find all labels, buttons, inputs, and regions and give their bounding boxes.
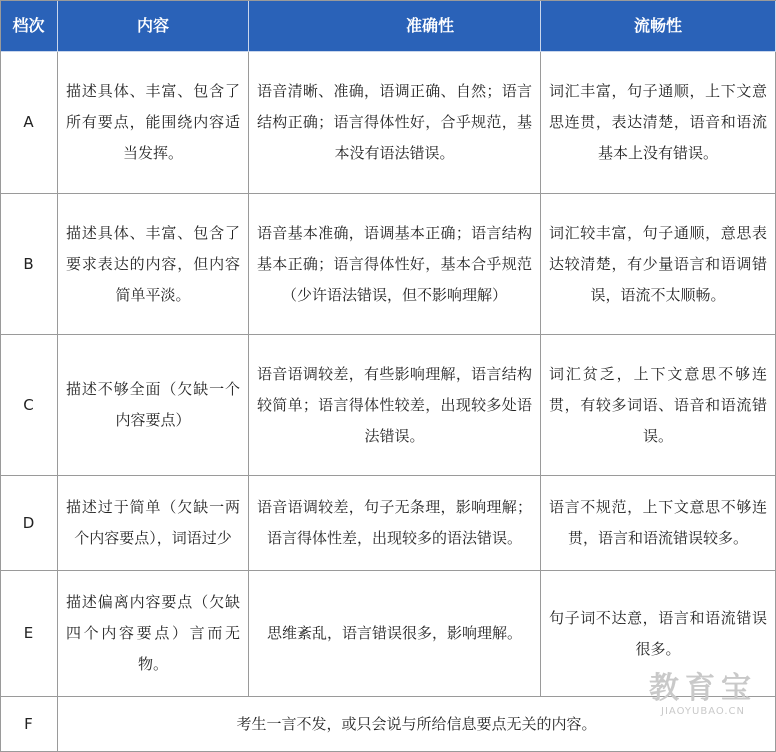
accuracy-text: 语音基本准确，语调基本正确；语言结构基本正确；语言得体性好，基本合乎规范（少许语法错误，但不影响理解）	[257, 223, 532, 304]
content-text: 描述具体、丰富、包含了所有要点，能围绕内容适当发挥。	[66, 82, 240, 162]
table-row-d-fluency	[541, 476, 776, 571]
fluency-text: 语言不规范，上下文意思不够连贯，语言和语流错误较多。	[549, 498, 767, 547]
accuracy-text: 语音清晰、准确，语调正确、自然；语言结构正确；语言得体性好，合乎规范，基本没有语法错误。	[257, 82, 532, 162]
table-row-d-accuracy	[249, 476, 541, 571]
table-row-e-content	[58, 571, 249, 697]
table-row-b-grade	[0, 194, 58, 335]
table-row-a-fluency	[541, 52, 776, 194]
table-row-f-grade	[0, 697, 58, 752]
content-text: 描述不够全面（欠缺一个内容要点）	[66, 380, 240, 429]
grade-label: D	[22, 513, 35, 532]
header-grade-label: 档次	[12, 16, 45, 35]
table-row-d-grade	[0, 476, 58, 571]
table-row-a-content	[58, 52, 249, 194]
table-row-b-content	[58, 194, 249, 335]
table-row-a-grade	[0, 52, 58, 194]
fluency-text: 句子词不达意，语言和语流错误很多。	[549, 608, 767, 658]
header-fluency-label: 流畅性	[633, 16, 682, 35]
content-text: 描述偏离内容要点（欠缺四个内容要点）言而无物。	[66, 593, 240, 673]
header-content	[58, 0, 249, 52]
watermark-logo	[636, 672, 770, 718]
table-row-e-accuracy	[249, 571, 541, 697]
table-row-b-fluency	[541, 194, 776, 335]
grade-label: F	[24, 714, 33, 733]
content-text: 描述过于简单（欠缺一两个内容要点），词语过少	[66, 498, 240, 547]
table-row-c-content	[58, 335, 249, 476]
watermark-url: JIAOYUBAO.CN	[661, 706, 745, 717]
description-text: 考生一言不发，或只会说与所给信息要点无关的内容。	[236, 714, 597, 733]
header-content-label: 内容	[136, 16, 169, 35]
header-grade	[0, 0, 58, 52]
content-text: 描述具体、丰富、包含了要求表达的内容，但内容简单平淡。	[66, 223, 240, 304]
fluency-text: 词汇丰富，句子通顺，上下文意思连贯，表达清楚，语音和语流基本上没有错误。	[549, 82, 767, 162]
grade-label: E	[23, 624, 34, 642]
fluency-text: 词汇贫乏，上下文意思不够连贯，有较多词语、语音和语流错误。	[549, 364, 767, 445]
table-row-d-content	[58, 476, 249, 571]
table-row-c-fluency	[541, 335, 776, 476]
fluency-text: 词汇较丰富，句子通顺，意思表达较清楚，有少量语言和语调错误，语流不太顺畅。	[549, 223, 767, 304]
header-accuracy-label: 准确性	[405, 16, 454, 35]
table-row-c-accuracy	[249, 335, 541, 476]
table-row-a-accuracy	[249, 52, 541, 194]
grade-label: B	[23, 254, 34, 273]
accuracy-text: 语音语调较差，有些影响理解，语言结构较简单；语言得体性较差，出现较多处语法错误。	[257, 364, 532, 445]
accuracy-text: 思维紊乱，语言错误很多，影响理解。	[266, 624, 522, 642]
header-fluency	[541, 0, 776, 52]
accuracy-text: 语音语调较差，句子无条理，影响理解；语言得体性差，出现较多的语法错误。	[257, 498, 532, 547]
grade-label: C	[23, 395, 34, 414]
grade-label: A	[23, 113, 34, 131]
table-row-c-grade	[0, 335, 58, 476]
watermark-text: 教育宝	[649, 671, 757, 706]
header-accuracy	[249, 0, 541, 52]
table-row-b-accuracy	[249, 194, 541, 335]
table-row-e-grade	[0, 571, 58, 697]
